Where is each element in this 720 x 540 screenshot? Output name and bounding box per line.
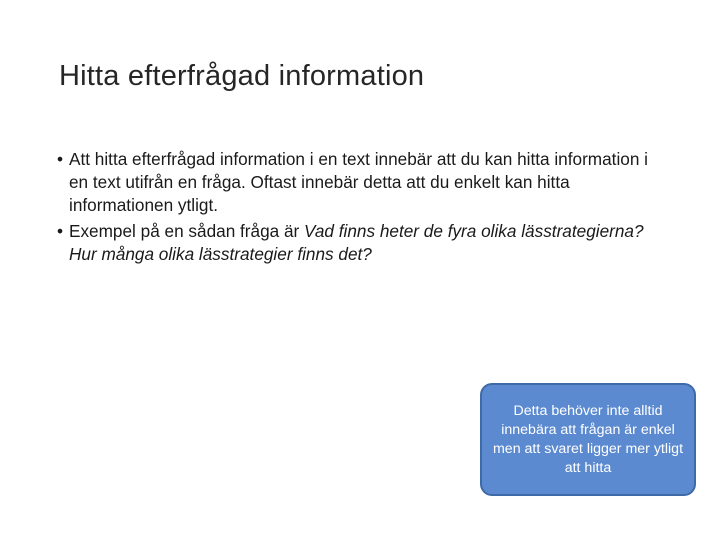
bullet-item-2 bbox=[57, 220, 657, 266]
bullet-text-italic-question: Vad finns heter de fyra olika lässtrategierna? Hur många olika lässtrategier finns det? bbox=[69, 221, 644, 264]
bullet-text: Att hitta efterfrågad information i en text innebär att du kan hitta information i en text utifrån en fråga. Oftast innebär detta att du enkelt kan hitta informationen ytligt. bbox=[69, 149, 648, 215]
callout-text: Detta behöver inte alltid innebära att frågan är enkel men att svaret ligger mer ytligt att hitta bbox=[492, 402, 684, 476]
bullet-mark: • bbox=[57, 221, 64, 241]
bullet-text-prefix: Exempel på en sådan fråga är bbox=[69, 221, 305, 241]
bullet-item-1 bbox=[57, 148, 657, 217]
slide-title: Hitta efterfrågad information bbox=[59, 60, 425, 92]
bullet-list bbox=[57, 148, 657, 269]
bullet-mark: • bbox=[57, 149, 64, 169]
callout-box bbox=[480, 383, 696, 496]
